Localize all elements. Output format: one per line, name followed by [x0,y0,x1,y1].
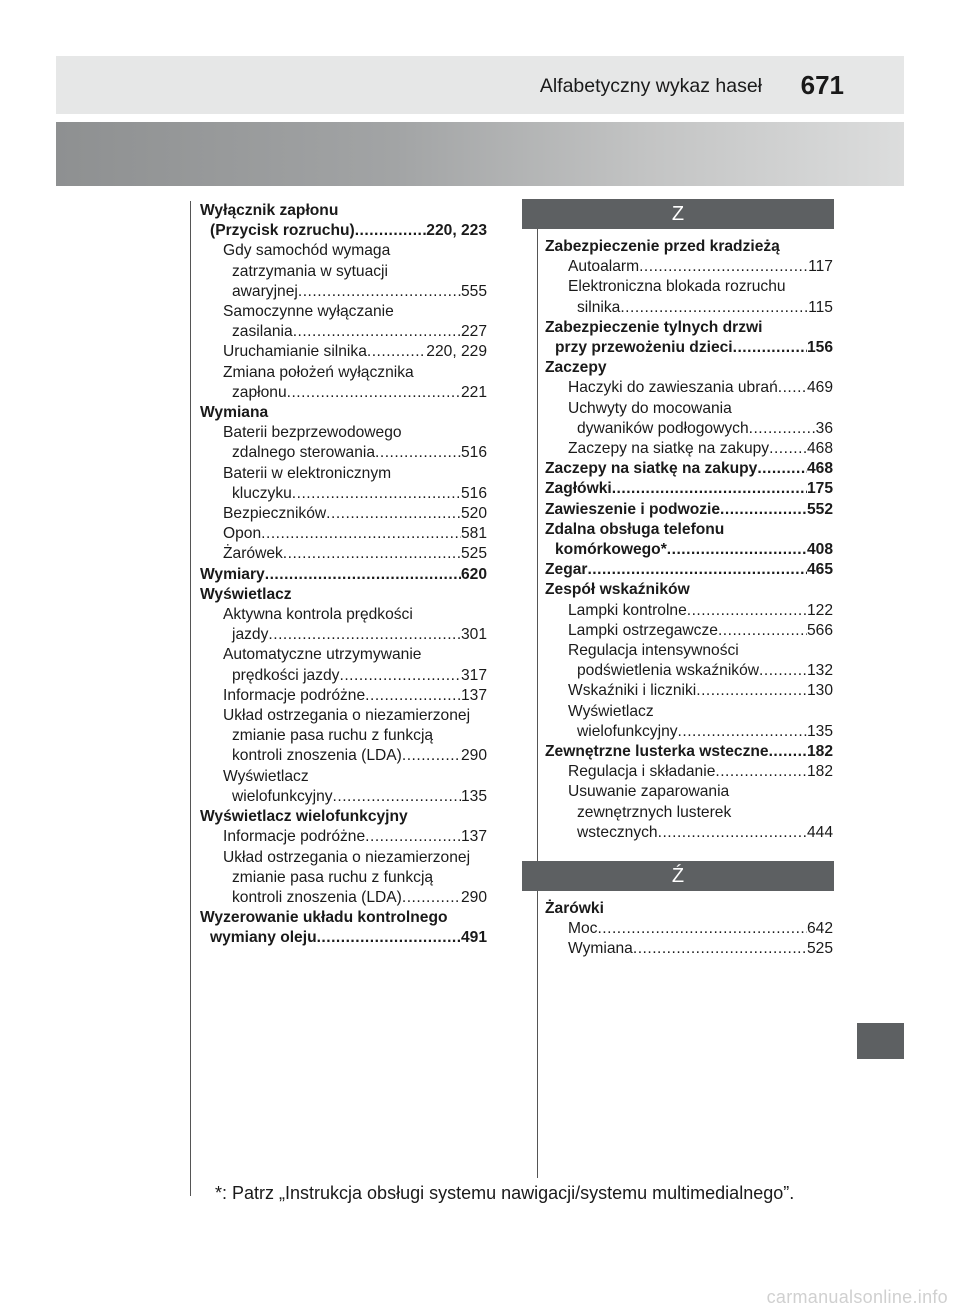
leader-dots [620,298,808,318]
entry-page-ref: 117 [808,258,833,276]
entry-text: Autoalarm [568,258,640,276]
column-divider-middle [537,201,538,1178]
thumb-index-tab [857,1023,904,1059]
leader-dots [298,282,461,302]
index-entry [545,762,833,782]
entry-text: Informacje podróżne [223,828,366,846]
entry-page-ref: 581 [460,525,487,543]
entry-text: Baterii bezprzewodowego [223,424,402,442]
entry-page-ref: 642 [806,920,833,938]
index-entry [200,605,487,625]
entry-text: Zmiana położeń wyłącznika [223,363,414,381]
entry-text: przy przewożeniu dzieci [555,339,733,357]
entry-text: Wskaźniki i liczniki [568,682,697,700]
entry-page-ref: 525 [806,940,833,958]
index-entry [200,464,487,484]
index-entry [545,580,833,600]
entry-page-ref: 290 [460,747,487,765]
index-entry [545,919,833,939]
entry-text: Gdy samochód wymaga [223,242,391,260]
entry-text: silnika [577,298,621,316]
entry-text: Wymiary [200,565,265,583]
leader-dots [365,686,461,706]
leader-dots [778,378,807,398]
index-entry [545,803,833,823]
entry-text: dywaników podłogowych [577,419,749,437]
entry-text: Uruchamianie silnika [223,343,367,361]
leader-dots [293,322,461,342]
entry-text: wielofunkcyjny [577,722,678,740]
index-entry [200,262,487,282]
index-entry [545,419,833,439]
index-entry [545,823,833,843]
entry-page-ref: 135 [806,722,833,740]
entry-page-ref: 408 [806,541,833,559]
entry-text: Zespół wskaźników [545,581,690,599]
leader-dots [658,823,807,843]
entry-text: Wyświetlacz [568,702,654,720]
entry-page-ref: 135 [460,787,487,805]
leader-dots [612,479,807,499]
index-entry [200,928,487,948]
entry-page-ref: 566 [806,621,833,639]
entry-page-ref: 182 [806,763,833,781]
index-entry [200,504,487,524]
index-entry [200,787,487,807]
leader-dots [759,661,807,681]
index-entry [545,540,833,560]
entry-text: wstecznych [577,823,658,841]
entry-page-ref: 115 [808,298,833,316]
index-entry [200,908,487,928]
leader-dots [365,827,461,847]
entry-page-ref: 469 [806,379,833,397]
index-column-right [545,237,833,843]
entry-text: jazdy [232,626,269,644]
leader-dots [715,762,807,782]
index-entry [200,888,487,908]
index-entry [545,459,833,479]
entry-text: Automatyczne utrzymywanie [223,646,422,664]
entry-text: komórkowego* [555,541,667,559]
entry-text: kontroli znoszenia (LDA) [232,747,402,765]
entry-text: (Przycisk rozruchu) [210,222,355,240]
footnote: *: Patrz „Instrukcja obsługi systemu nawigacji/systemu multimedialnego”. [215,1183,795,1203]
index-entry [545,899,833,919]
index-entry [200,585,487,605]
entry-text: Wyświetlacz [223,767,309,785]
entry-page-ref: 132 [806,662,833,680]
leader-dots [339,666,460,686]
index-entry [545,722,833,742]
entry-page-ref: 516 [460,444,487,462]
entry-text: Żarówki [545,900,604,917]
leader-dots [317,928,461,948]
column-divider-left [190,201,191,1196]
index-entry [545,277,833,297]
entry-text: Zabezpieczenie tylnych drzwi [545,318,763,336]
leader-dots [769,742,807,762]
index-entry [200,443,487,463]
entry-page-ref: 317 [460,666,487,684]
index-entry [200,827,487,847]
index-entry [200,524,487,544]
index-entry [545,601,833,621]
page-header [56,56,904,114]
leader-dots [687,601,807,621]
index-entry [200,423,487,443]
entry-text: Zaczepy na siatkę na zakupy [545,460,758,478]
entry-text: Zaczepy [545,359,607,377]
index-column-left [200,201,487,949]
entry-text: Zdalna obsługa telefonu [545,520,725,538]
entry-page-ref: 122 [806,601,833,619]
index-entry [545,641,833,661]
entry-page-ref: 301 [460,626,487,644]
entry-page-ref: 552 [806,500,833,518]
index-column-right-z-acute [545,899,833,960]
index-entry [200,544,487,564]
leader-dots [355,221,427,241]
leader-dots [367,342,426,362]
index-entry [545,702,833,722]
entry-text: zdalnego sterowania [232,444,376,462]
index-entry [200,403,487,423]
entry-page-ref: 620 [460,565,487,583]
entry-page-ref: 555 [460,282,487,300]
entry-page-ref: 220, 223 [426,222,487,240]
entry-text: podświetlenia wskaźników [577,662,760,680]
index-entry [545,298,833,318]
entry-text: Układ ostrzegania o niezamierzonej [223,707,471,725]
entry-text: Regulacja intensywności [568,642,739,660]
leader-dots [769,439,807,459]
index-entry [545,621,833,641]
entry-text: wielofunkcyjny [232,787,333,805]
entry-text: Bezpieczników [223,505,327,523]
section-header-z-acute: Ź [522,861,834,891]
index-entry [545,257,833,277]
entry-page-ref: 290 [460,888,487,906]
entry-text: zasilania [232,323,293,341]
index-entry [545,439,833,459]
entry-text: zapłonu [232,383,287,401]
entry-page-ref: 468 [806,440,833,458]
entry-text: zatrzymania w sytuacji [232,262,388,280]
entry-page-ref: 220, 229 [426,343,487,361]
leader-dots [597,919,807,939]
index-entry [200,565,487,585]
index-entry [200,625,487,645]
entry-page-ref: 516 [460,484,487,502]
entry-text: Baterii w elektronicznym [223,464,392,482]
entry-text: Aktywna kontrola prędkości [223,606,413,624]
index-entry [545,318,833,338]
entry-text: Zewnętrzne lusterka wsteczne [545,743,769,761]
entry-text: Układ ostrzegania o niezamierzonej [223,848,471,866]
index-entry [545,520,833,540]
index-entry [200,686,487,706]
entry-text: Zaczepy na siatkę na zakupy [568,440,770,458]
leader-dots [375,443,461,463]
index-entry [200,726,487,746]
entry-text: wymiany oleju [210,929,317,947]
entry-text: zmianie pasa ruchu z funkcją [232,868,434,886]
entry-page-ref: 525 [460,545,487,563]
index-entry [545,237,833,257]
index-entry [200,484,487,504]
entry-text: awaryjnej [232,282,298,300]
index-entry [200,645,487,665]
index-entry [200,868,487,888]
index-entry [200,241,487,261]
entry-page-ref: 465 [806,561,833,579]
leader-dots [696,681,807,701]
leader-dots [268,625,461,645]
leader-dots [402,888,461,908]
entry-page-ref: 468 [806,460,833,478]
index-entry [545,661,833,681]
entry-page-ref: 137 [460,828,487,846]
index-entry [200,282,487,302]
entry-page-ref: 227 [460,323,487,341]
entry-page-ref: 156 [806,339,833,357]
index-entry [545,378,833,398]
entry-page-ref: 444 [806,823,833,841]
leader-dots [749,419,816,439]
entry-text: Wyświetlacz wielofunkcyjny [200,808,408,826]
index-entry [545,560,833,580]
leader-dots [718,621,807,641]
leader-dots [639,257,808,277]
leader-dots [265,565,461,585]
entry-page-ref: 175 [806,480,833,498]
index-entry [200,848,487,868]
leader-dots [402,746,461,766]
entry-text: zmianie pasa ruchu z funkcją [232,727,434,745]
index-entry [200,666,487,686]
leader-dots [720,500,807,520]
index-entry [545,479,833,499]
entry-text: Lampki kontrolne [568,601,687,619]
section-header-z: Z [522,199,834,229]
index-entry [545,500,833,520]
entry-text: Wymiana [200,404,269,422]
index-entry [545,742,833,762]
index-entry [200,342,487,362]
entry-text: Wyzerowanie układu kontrolnego [200,909,448,927]
entry-page-ref: 182 [806,743,833,761]
entry-page-ref: 491 [460,929,487,947]
entry-page-ref: 520 [460,505,487,523]
index-entry [545,358,833,378]
index-entry [200,302,487,322]
running-title: Alfabetyczny wykaz haseł [539,75,762,97]
index-entry [200,746,487,766]
entry-text: Zagłówki [545,480,612,498]
entry-text: prędkości jazdy [232,666,340,684]
entry-text: Zawieszenie i podwozie [545,500,721,518]
leader-dots [667,540,807,560]
entry-text: kluczyku [232,484,292,502]
entry-page-ref: 36 [815,419,833,437]
index-entry [200,322,487,342]
index-entry [545,681,833,701]
index-entry [200,363,487,383]
watermark: carmanualsonline.info [766,1287,948,1307]
entry-page-ref: 130 [806,682,833,700]
entry-text: Lampki ostrzegawcze [568,621,718,639]
entry-text: Usuwanie zaparowania [568,783,730,801]
entry-text: Wyświetlacz [200,585,292,603]
leader-dots [333,787,461,807]
entry-text: Zegar [545,561,588,579]
index-entry [200,201,487,221]
leader-dots [678,722,807,742]
leader-dots [261,524,461,544]
entry-page-ref: 221 [460,383,487,401]
index-entry [200,767,487,787]
leader-dots [287,383,461,403]
entry-text: Opon [223,525,262,543]
entry-text: Haczyki do zawieszania ubrań [568,379,778,397]
decorative-banner [56,122,904,186]
entry-text: Samoczynne wyłączanie [223,303,394,321]
entry-text: Żarówek [223,545,283,563]
entry-text: Uchwyty do mocowania [568,399,732,417]
index-entry [200,221,487,241]
entry-text: Wyłącznik zapłonu [200,202,339,219]
leader-dots [283,544,461,564]
index-entry [545,782,833,802]
leader-dots [326,504,461,524]
entry-text: Elektroniczna blokada rozruchu [568,278,786,296]
index-entry [545,338,833,358]
index-entry [545,399,833,419]
entry-page-ref: 137 [460,686,487,704]
page-number: 671 [800,70,844,100]
leader-dots [757,459,807,479]
leader-dots [733,338,807,358]
entry-text: Informacje podróżne [223,686,366,704]
entry-text: zewnętrznych lusterek [577,803,732,821]
entry-text: kontroli znoszenia (LDA) [232,888,402,906]
leader-dots [292,484,461,504]
entry-text: Moc [568,920,598,938]
index-entry [200,383,487,403]
index-entry [200,807,487,827]
leader-dots [587,560,807,580]
entry-text: Wymiana [568,940,633,958]
leader-dots [633,939,807,959]
index-entry [545,939,833,959]
entry-text: Zabezpieczenie przed kradzieżą [545,238,780,255]
entry-text: Regulacja i składanie [568,763,716,781]
index-entry [200,706,487,726]
